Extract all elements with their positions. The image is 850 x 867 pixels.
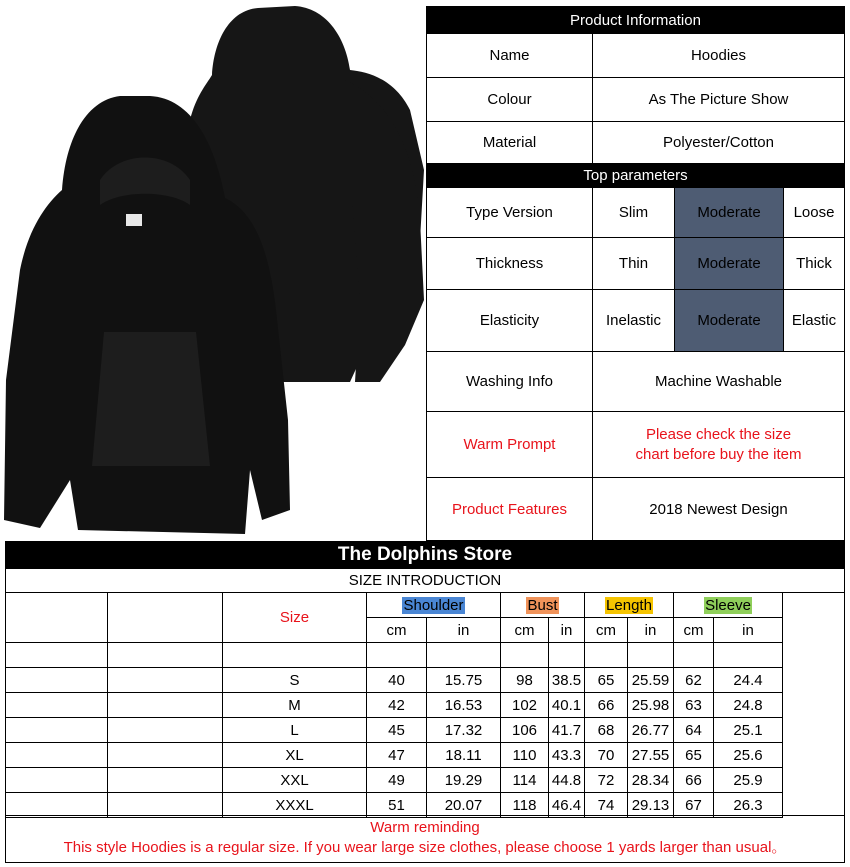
size-label: XXL [223, 768, 367, 793]
group-label: Bust [527, 596, 558, 614]
product-info-table [426, 6, 845, 541]
blank-cell [108, 718, 223, 743]
blank-cell [6, 743, 108, 768]
warm-reminding [5, 815, 845, 863]
unit-cell: cm [674, 618, 714, 643]
washing-value: Machine Washable [592, 352, 844, 411]
size-value: 24.4 [714, 668, 783, 693]
param-option: Elastic [783, 290, 844, 351]
size-value: 40 [367, 668, 427, 693]
size-value: 25.6 [714, 743, 783, 768]
group-bust [501, 593, 585, 618]
unit-cell: in [549, 618, 585, 643]
group-label: Sleeve [705, 596, 751, 614]
info-value: Polyester/Cotton [592, 122, 844, 163]
size-value: 26.77 [628, 718, 674, 743]
blank-cell [108, 693, 223, 718]
param-option-selected: Moderate [674, 238, 783, 289]
size-value: 26.3 [714, 793, 783, 818]
group-label: Shoulder [403, 596, 464, 614]
blank-cell [427, 643, 501, 668]
size-value: 46.4 [549, 793, 585, 818]
size-value: 24.8 [714, 693, 783, 718]
size-intro: SIZE INTRODUCTION [5, 568, 845, 593]
size-value: 42 [367, 693, 427, 718]
warm-prompt-label: Warm Prompt [463, 435, 556, 453]
group-length [585, 593, 674, 618]
param-row-thickness [427, 237, 844, 289]
blank-cell [6, 718, 108, 743]
info-label: Material [482, 133, 537, 151]
warm-prompt-line2: chart before buy the item [635, 445, 802, 463]
size-value: 66 [674, 768, 714, 793]
unit-cell: cm [501, 618, 549, 643]
group-sleeve [674, 593, 783, 618]
size-value: 28.34 [628, 768, 674, 793]
size-label: XXXL [223, 793, 367, 818]
warm-prompt-line1: Please check the size [645, 425, 792, 443]
size-value: 102 [501, 693, 549, 718]
size-label: L [223, 718, 367, 743]
blank-cell [108, 768, 223, 793]
size-value: 98 [501, 668, 549, 693]
size-value: 65 [585, 668, 628, 693]
remind-text: This style Hoodies is a regular size. If you wear large size clothes, please choose 1 yards larger than usual。 [63, 839, 787, 856]
warm-prompt-row [427, 411, 844, 477]
blank-cell [674, 643, 714, 668]
size-value: 70 [585, 743, 628, 768]
unit-cell: in [628, 618, 674, 643]
size-value: 49 [367, 768, 427, 793]
blank-cell [6, 643, 108, 668]
product-photo [0, 0, 426, 541]
size-value: 62 [674, 668, 714, 693]
param-option: Thin [592, 238, 674, 289]
remind-title: Warm reminding [370, 819, 480, 836]
param-row-elasticity [427, 289, 844, 351]
blank-cell [6, 668, 108, 693]
info-value: As The Picture Show [592, 78, 844, 121]
size-value: 110 [501, 743, 549, 768]
info-label: Name [489, 46, 530, 64]
param-label: Thickness [475, 254, 544, 272]
param-option-selected: Moderate [674, 290, 783, 351]
washing-label: Washing Info [466, 372, 553, 390]
blank-cell [223, 643, 367, 668]
info-row-material [427, 121, 844, 163]
size-value: 51 [367, 793, 427, 818]
param-option-selected: Moderate [674, 188, 783, 237]
size-value: 18.11 [427, 743, 501, 768]
product-info-header: Product Information [427, 7, 844, 33]
size-label: M [223, 693, 367, 718]
blank-cell [367, 643, 427, 668]
blank-cell [549, 643, 585, 668]
blank-cell [628, 643, 674, 668]
group-shoulder [367, 593, 501, 618]
size-value: 27.55 [628, 743, 674, 768]
size-value: 38.5 [549, 668, 585, 693]
size-value: 29.13 [628, 793, 674, 818]
size-label: XL [223, 743, 367, 768]
size-value: 25.9 [714, 768, 783, 793]
unit-cell: in [714, 618, 783, 643]
size-value: 118 [501, 793, 549, 818]
info-label: Colour [487, 90, 532, 108]
blank-cell [6, 593, 108, 643]
size-value: 17.32 [427, 718, 501, 743]
size-value: 68 [585, 718, 628, 743]
size-value: 47 [367, 743, 427, 768]
blank-cell [6, 768, 108, 793]
info-row-name [427, 33, 844, 77]
size-value: 66 [585, 693, 628, 718]
size-value: 63 [674, 693, 714, 718]
unit-cell: in [427, 618, 501, 643]
size-value: 64 [674, 718, 714, 743]
features-label: Product Features [451, 500, 568, 518]
size-value: 20.07 [427, 793, 501, 818]
blank-cell [714, 643, 783, 668]
features-value: 2018 Newest Design [592, 478, 844, 541]
hoodie-image [0, 0, 426, 541]
unit-cell: cm [585, 618, 628, 643]
blank-cell [501, 643, 549, 668]
param-option: Thick [783, 238, 844, 289]
blank-cell [108, 593, 223, 643]
blank-cell [108, 643, 223, 668]
size-value: 43.3 [549, 743, 585, 768]
param-label: Elasticity [479, 311, 540, 329]
size-value: 19.29 [427, 768, 501, 793]
size-value: 65 [674, 743, 714, 768]
size-value: 25.98 [628, 693, 674, 718]
features-row [427, 477, 844, 541]
blank-cell [585, 643, 628, 668]
size-value: 25.59 [628, 668, 674, 693]
size-value: 67 [674, 793, 714, 818]
size-value: 45 [367, 718, 427, 743]
size-value: 44.8 [549, 768, 585, 793]
blank-cell [6, 693, 108, 718]
washing-row [427, 351, 844, 411]
param-option: Loose [783, 188, 844, 237]
blank-cell [108, 743, 223, 768]
store-title: The Dolphins Store [5, 541, 845, 568]
size-value: 41.7 [549, 718, 585, 743]
unit-cell: cm [367, 618, 427, 643]
size-table [5, 541, 845, 863]
param-row-type-version [427, 187, 844, 237]
param-option: Inelastic [592, 290, 674, 351]
size-value: 72 [585, 768, 628, 793]
param-option: Slim [592, 188, 674, 237]
size-value: 74 [585, 793, 628, 818]
size-value: 106 [501, 718, 549, 743]
size-value: 40.1 [549, 693, 585, 718]
size-value: 114 [501, 768, 549, 793]
info-row-colour [427, 77, 844, 121]
size-header: Size [223, 593, 367, 643]
size-value: 25.1 [714, 718, 783, 743]
param-label: Type Version [466, 203, 553, 221]
group-label: Length [606, 596, 652, 614]
size-value: 16.53 [427, 693, 501, 718]
warm-prompt-value [592, 412, 844, 477]
top-parameters-header: Top parameters [427, 163, 844, 187]
size-value: 15.75 [427, 668, 501, 693]
blank-cell [108, 668, 223, 693]
size-label: S [223, 668, 367, 693]
size-grid [5, 593, 845, 819]
info-value: Hoodies [592, 34, 844, 77]
